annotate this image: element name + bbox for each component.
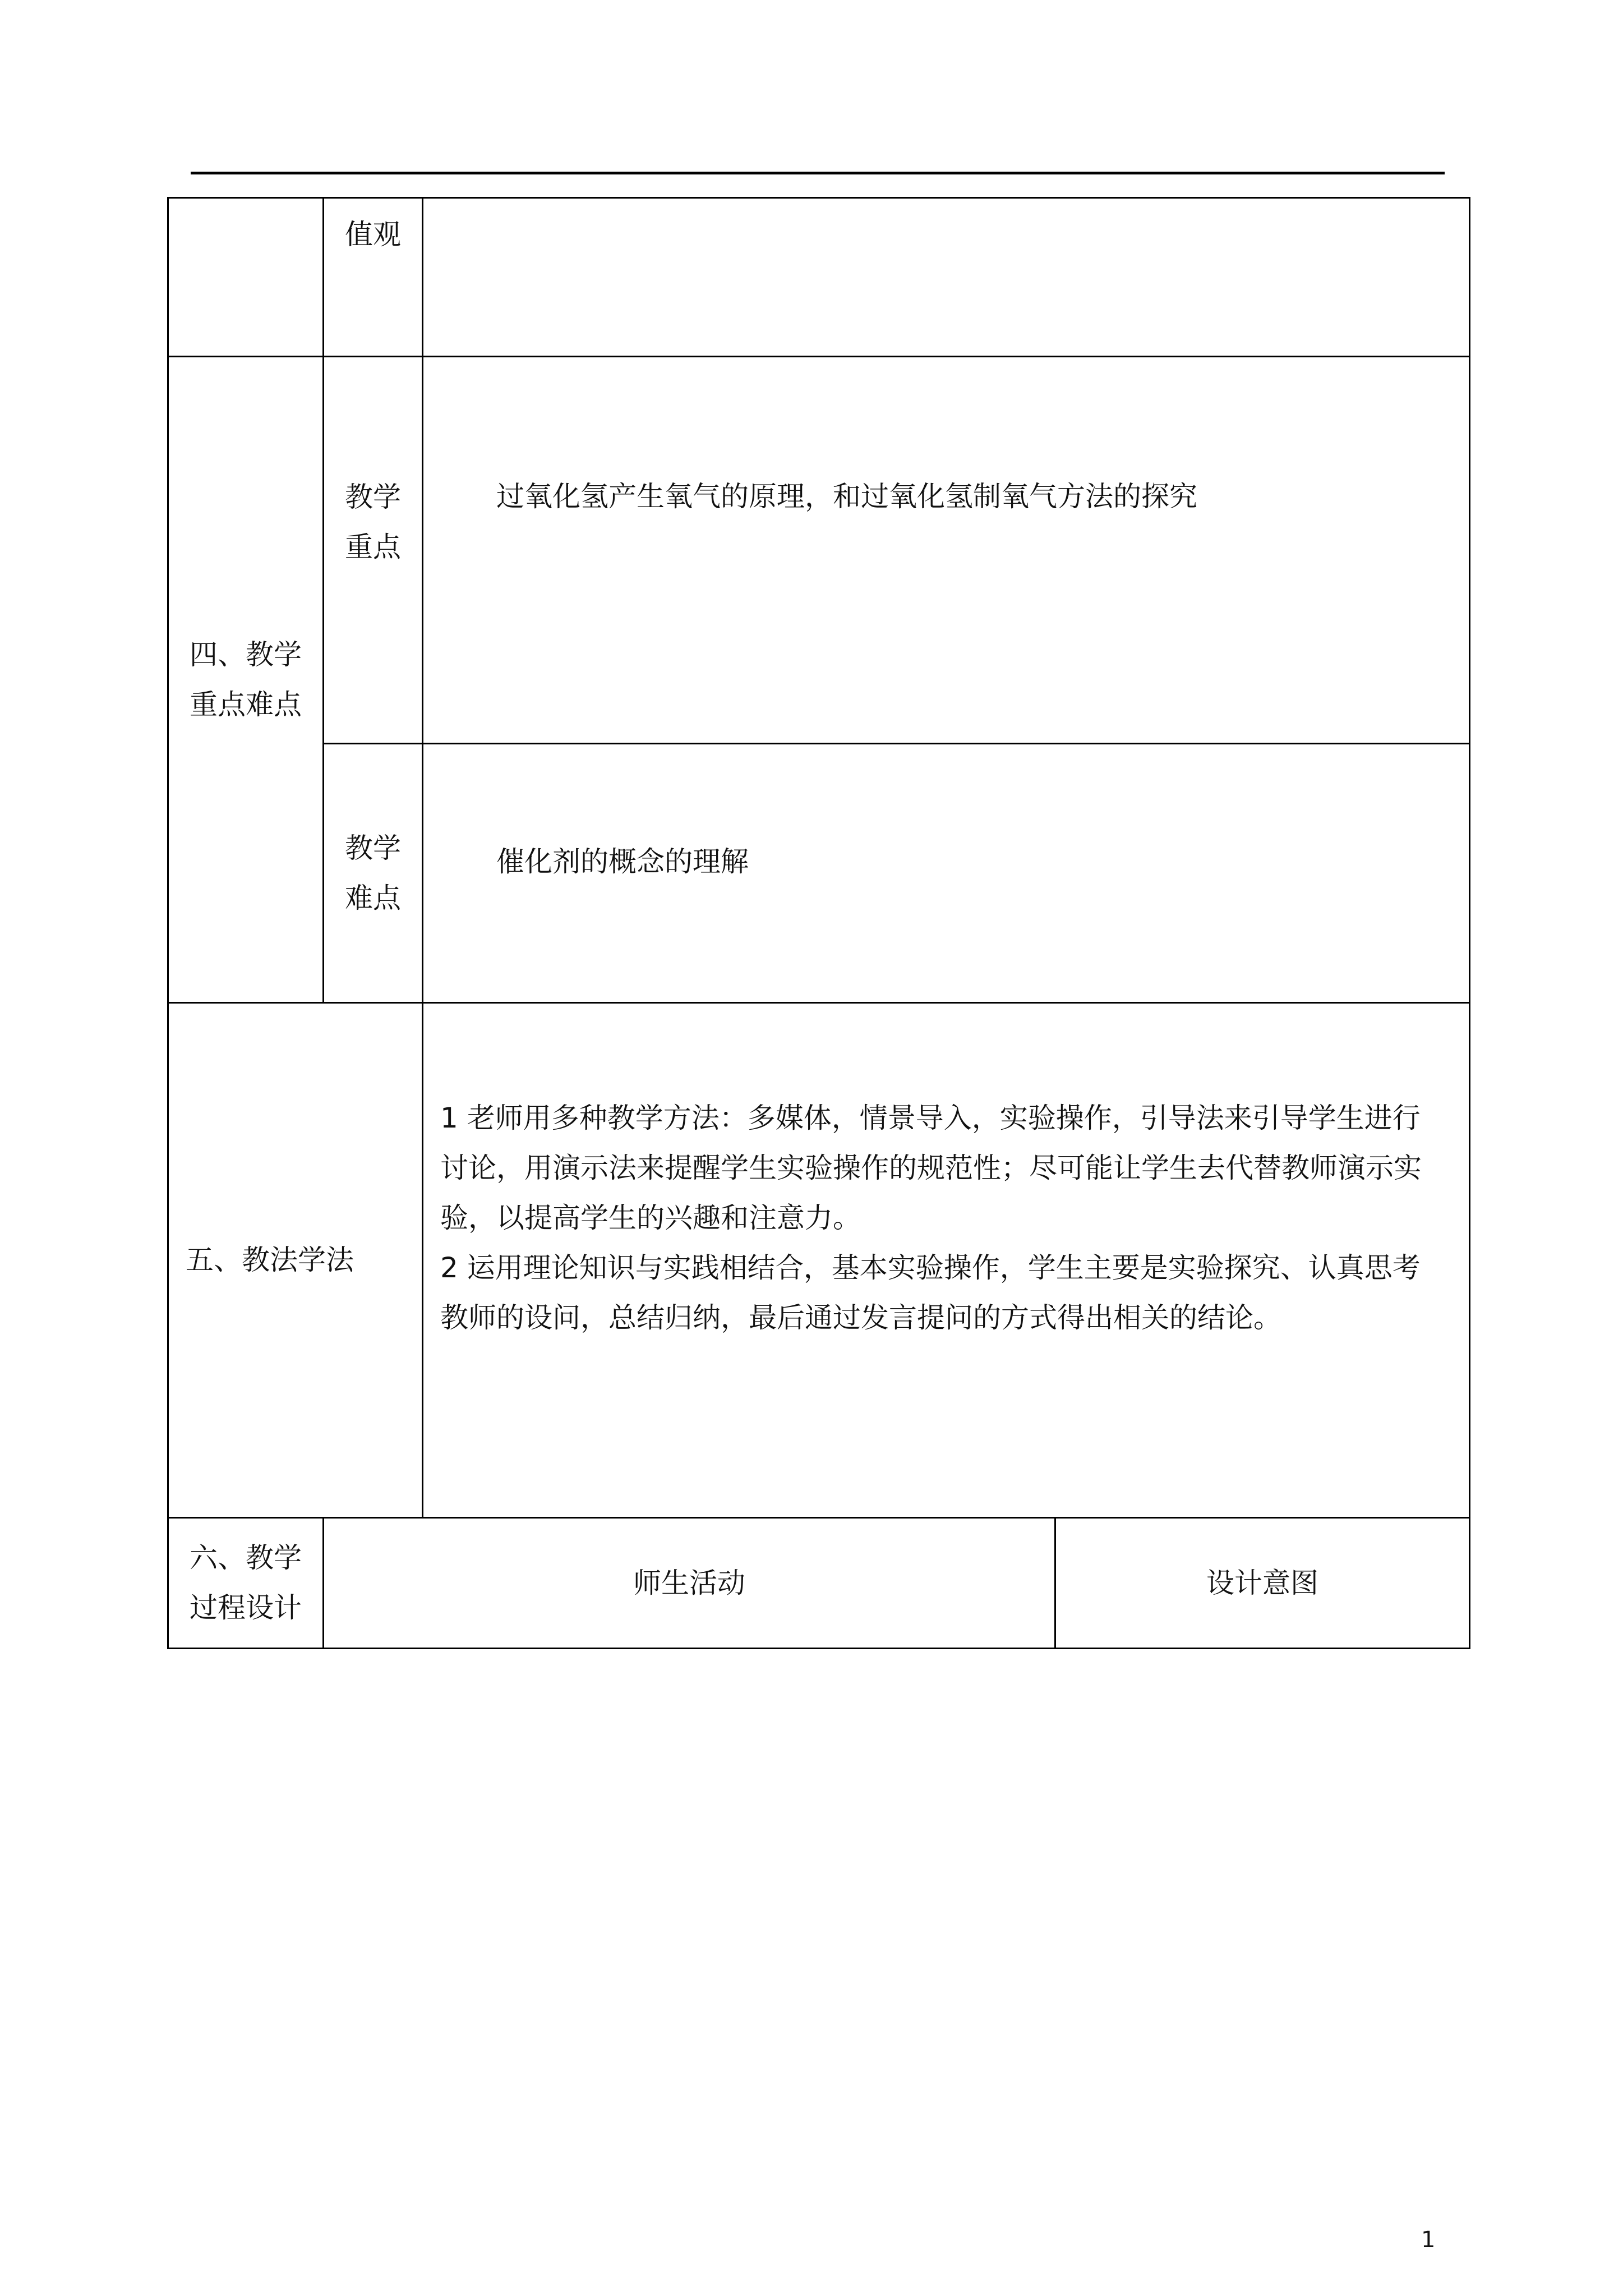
focus-content: 过氧化氢产生氧气的原理，和过氧化氢制氧气方法的探究 <box>423 357 1470 744</box>
values-content <box>423 198 1470 357</box>
key-points-label-line1: 四、教学 <box>190 638 302 671</box>
key-points-label-line2: 重点难点 <box>190 688 302 721</box>
key-focus-row <box>168 357 1470 744</box>
difficulty-label-line2: 难点 <box>345 881 401 914</box>
values-section-cell <box>168 198 324 357</box>
difficulty-content: 催化剂的概念的理解 <box>423 744 1470 1003</box>
focus-label-line1: 教学 <box>345 480 401 513</box>
values-row <box>168 198 1470 357</box>
process-label-line2: 过程设计 <box>190 1591 302 1624</box>
difficulty-label-line1: 教学 <box>345 831 401 864</box>
focus-label <box>324 357 423 744</box>
methods-row <box>168 1003 1470 1518</box>
header-rule <box>191 172 1445 174</box>
methods-line: 1 老师用多种教学方法：多媒体，情景导入，实验操作，引导法来引导学生进行 <box>440 1102 1421 1134</box>
process-section-label <box>168 1518 324 1649</box>
key-points-section-label <box>168 357 324 1003</box>
methods-text <box>440 1093 1455 1343</box>
process-label-line1: 六、教学 <box>190 1542 302 1574</box>
process-row <box>168 1518 1470 1649</box>
values-sub-label: 值观 <box>324 198 423 357</box>
focus-label-line2: 重点 <box>345 530 401 563</box>
lesson-plan-table <box>167 197 1470 1649</box>
methods-line: 验，以提高学生的兴趣和注意力。 <box>440 1202 861 1234</box>
intent-column-header: 设计意图 <box>1055 1518 1470 1649</box>
methods-line: 2 运用理论知识与实践相结合，基本实验操作，学生主要是实验探究、认真思考 <box>440 1251 1421 1284</box>
methods-line: 讨论，用演示法来提醒学生实验操作的规范性；尽可能让学生去代替教师演示实 <box>440 1152 1422 1184</box>
difficulty-label <box>324 744 423 1003</box>
difficulty-row <box>168 744 1470 1003</box>
methods-section-label: 五、教法学法 <box>168 1003 423 1518</box>
activity-column-header: 师生活动 <box>324 1518 1055 1649</box>
methods-line: 教师的设问，总结归纳，最后通过发言提问的方式得出相关的结论。 <box>440 1301 1281 1334</box>
page-number: 1 <box>1421 2227 1436 2253</box>
methods-content <box>423 1003 1470 1518</box>
